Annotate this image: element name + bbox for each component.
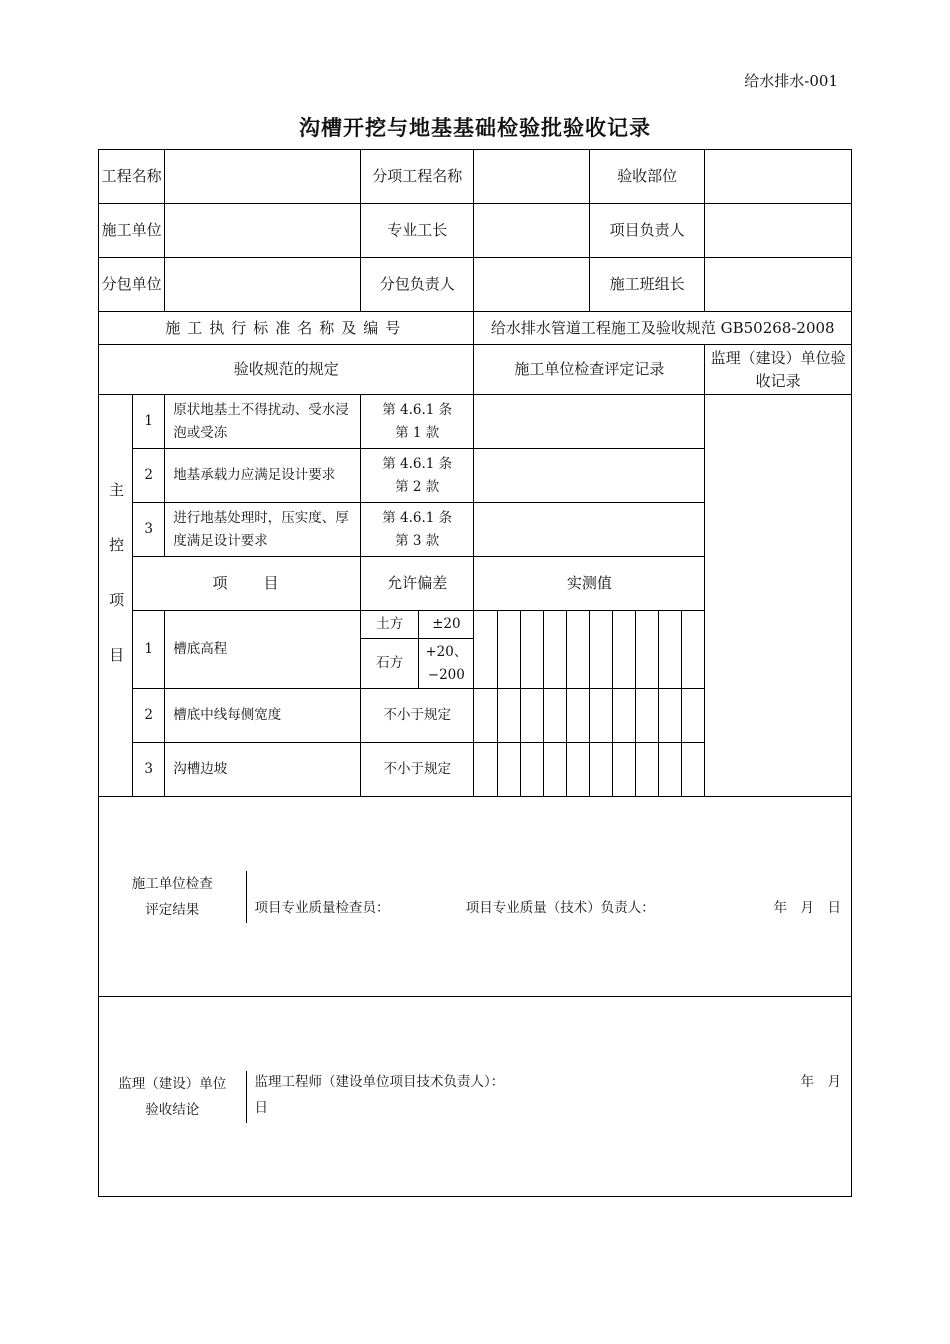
- measured-cell[interactable]: [659, 743, 682, 797]
- item-tolerance: 不小于规定: [361, 743, 474, 797]
- measured-cell[interactable]: [474, 743, 497, 797]
- spec-header: 验收规范的规定: [99, 345, 474, 395]
- supervision-date: 年 月: [800, 1073, 841, 1090]
- measured-cell[interactable]: [659, 689, 682, 743]
- measured-cell[interactable]: [543, 611, 566, 689]
- supervision-result-field[interactable]: [246, 1071, 851, 1123]
- subcontract-manager-field[interactable]: [474, 258, 589, 312]
- construction-signature-line: [255, 895, 842, 921]
- measured-cell[interactable]: [497, 689, 520, 743]
- deviation-item-header: 项 目: [133, 557, 361, 611]
- measured-cell[interactable]: [636, 611, 659, 689]
- measured-cell[interactable]: [520, 689, 543, 743]
- measured-cell[interactable]: [682, 689, 705, 743]
- measured-cell[interactable]: [566, 743, 589, 797]
- page-title: 沟槽开挖与地基基础检验批验收记录: [299, 115, 651, 140]
- measured-cell[interactable]: [474, 689, 497, 743]
- measured-header: 实测值: [474, 557, 705, 611]
- item-record-field[interactable]: [474, 395, 705, 449]
- acceptance-part-label: 验收部位: [589, 150, 704, 204]
- item-clause: 第 4.6.1 条 第 3 款: [361, 503, 474, 557]
- main-control-label: 主控项目: [99, 395, 133, 797]
- supervision-result-label: 监理（建设）单位 验收结论: [118, 1075, 227, 1118]
- project-manager-field[interactable]: [705, 204, 852, 258]
- supervision-record-field[interactable]: [705, 395, 852, 797]
- foreman-label: 专业工长: [361, 204, 474, 258]
- supervision-signature-line: [255, 1071, 842, 1121]
- measured-cell[interactable]: [612, 743, 635, 797]
- standard-value: 给水排水管道工程施工及验收规范 GB50268-2008: [474, 312, 852, 345]
- tech-manager-label: 项目专业质量（技术）负责人：: [465, 899, 655, 916]
- rock-label: 石方: [361, 639, 419, 689]
- team-leader-field[interactable]: [705, 258, 852, 312]
- item-number: 1: [133, 395, 165, 449]
- measured-cell[interactable]: [612, 689, 635, 743]
- measured-cell[interactable]: [682, 743, 705, 797]
- acceptance-part-field[interactable]: [705, 150, 852, 204]
- measured-cell[interactable]: [497, 743, 520, 797]
- column-header-row: [99, 345, 852, 395]
- standard-row: [99, 312, 852, 345]
- item-description: 槽底中线每侧宽度: [165, 689, 361, 743]
- measured-cell[interactable]: [474, 611, 497, 689]
- item-clause: 第 4.6.1 条 第 1 款: [361, 395, 474, 449]
- item-record-field[interactable]: [474, 449, 705, 503]
- tolerance-header: 允许偏差: [361, 557, 474, 611]
- item-number: 2: [133, 689, 165, 743]
- earth-label: 土方: [361, 611, 419, 639]
- subcontractor-field[interactable]: [165, 258, 361, 312]
- earth-tolerance: ±20: [419, 611, 474, 639]
- item-record-field[interactable]: [474, 503, 705, 557]
- measured-cell[interactable]: [566, 611, 589, 689]
- item-description: 原状地基土不得扰动、受水浸泡或受冻: [165, 395, 361, 449]
- header-row-3: [99, 258, 852, 312]
- measured-cell[interactable]: [520, 743, 543, 797]
- foreman-field[interactable]: [474, 204, 589, 258]
- item-clause: 第 4.6.1 条 第 2 款: [361, 449, 474, 503]
- measured-cell[interactable]: [543, 689, 566, 743]
- construction-date: 年 月 日: [773, 899, 841, 916]
- construction-unit-label: 施工单位: [99, 204, 165, 258]
- measured-cell[interactable]: [636, 743, 659, 797]
- construction-record-header: 施工单位检查评定记录: [474, 345, 705, 395]
- inspector-label: 项目专业质量检查员：: [254, 899, 390, 916]
- project-name-label: 工程名称: [99, 150, 165, 204]
- measured-cell[interactable]: [589, 743, 612, 797]
- sub-project-label: 分项工程名称: [361, 150, 474, 204]
- item-description: 槽底高程: [165, 611, 361, 689]
- supervision-date-day: 日: [254, 1099, 268, 1116]
- sub-project-field[interactable]: [474, 150, 589, 204]
- measured-cell[interactable]: [659, 611, 682, 689]
- measured-cell[interactable]: [543, 743, 566, 797]
- supervision-record-header: 监理（建设）单位验收记录: [705, 345, 852, 395]
- rock-tolerance: +20、 −200: [419, 639, 474, 689]
- item-description: 沟槽边坡: [165, 743, 361, 797]
- header-row-1: [99, 150, 852, 204]
- item-description: 地基承载力应满足设计要求: [165, 449, 361, 503]
- construction-unit-field[interactable]: [165, 204, 361, 258]
- acceptance-record-table: [98, 149, 852, 1197]
- team-leader-label: 施工班组长: [589, 258, 704, 312]
- item-number: 3: [133, 743, 165, 797]
- header-row-2: [99, 204, 852, 258]
- project-manager-label: 项目负责人: [589, 204, 704, 258]
- measured-cell[interactable]: [612, 611, 635, 689]
- construction-result-field[interactable]: [246, 871, 851, 923]
- measured-cell[interactable]: [497, 611, 520, 689]
- construction-result-row: [99, 797, 852, 997]
- standard-label: 施工执行标准名称及编号: [99, 312, 474, 345]
- item-description: 进行地基处理时，压实度、厚度满足设计要求: [165, 503, 361, 557]
- item-number: 2: [133, 449, 165, 503]
- measured-cell[interactable]: [682, 611, 705, 689]
- supervision-result-row: [99, 997, 852, 1197]
- item-tolerance: 不小于规定: [361, 689, 474, 743]
- subcontractor-label: 分包单位: [99, 258, 165, 312]
- item-number: 1: [133, 611, 165, 689]
- document-code: 给水排水-001: [744, 72, 838, 90]
- measured-cell[interactable]: [589, 689, 612, 743]
- main-item-row: [99, 395, 852, 449]
- measured-cell[interactable]: [589, 611, 612, 689]
- engineer-label: 监理工程师（建设单位项目技术负责人）：: [254, 1073, 505, 1090]
- construction-result-label: 施工单位检查 评定结果: [131, 875, 213, 918]
- item-number: 3: [133, 503, 165, 557]
- measured-cell[interactable]: [636, 689, 659, 743]
- measured-cell[interactable]: [566, 689, 589, 743]
- project-name-field[interactable]: [165, 150, 361, 204]
- subcontract-manager-label: 分包负责人: [361, 258, 474, 312]
- measured-cell[interactable]: [520, 611, 543, 689]
